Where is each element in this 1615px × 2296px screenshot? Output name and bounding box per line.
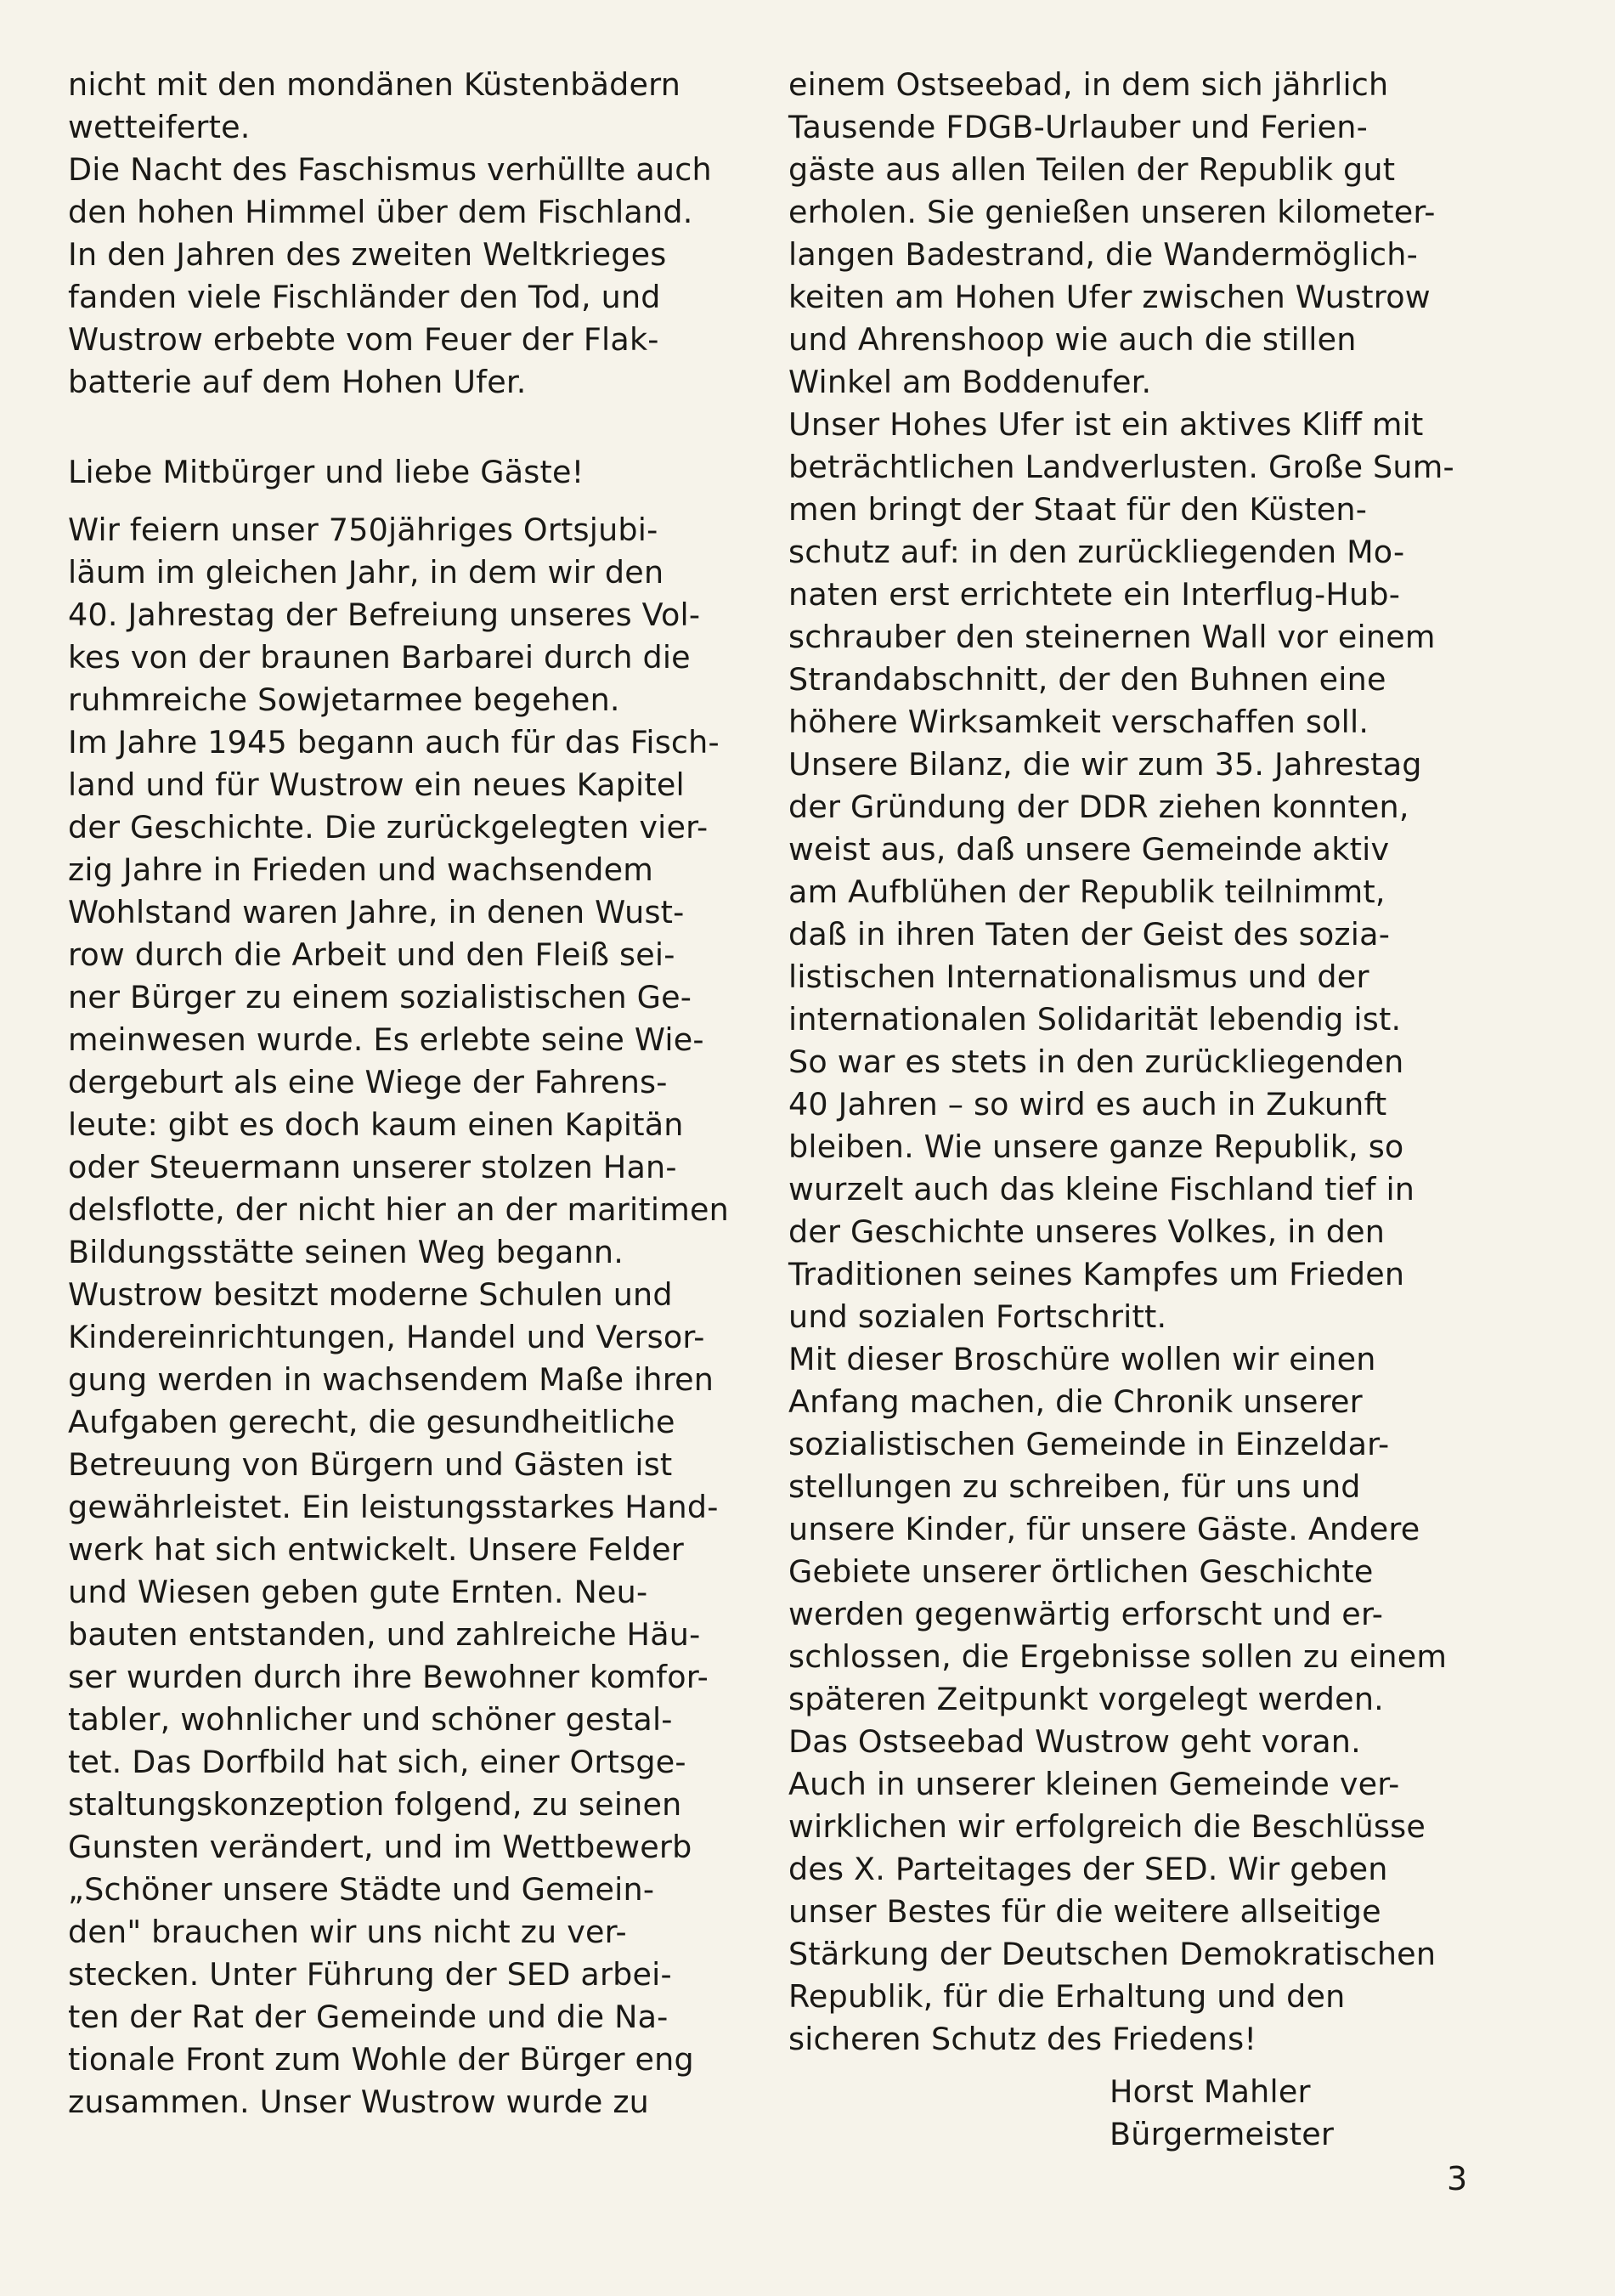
text-line: ten der Rat der Gemeinde und die Na-: [68, 1999, 669, 2035]
text-line: stecken. Unter Führung der SED arbei-: [68, 1956, 672, 1993]
text-line: den hohen Himmel über dem Fischland.: [68, 194, 693, 230]
text-line: „Schöner unsere Städte und Gemein-: [68, 1871, 655, 1908]
text-line: Auch in unserer kleinen Gemeinde ver-: [788, 1766, 1400, 1802]
text-line: internationalen Solidarität lebendig ist.: [788, 1001, 1402, 1038]
text-line: läum im gleichen Jahr, in dem wir den: [68, 554, 664, 591]
text-line: kes von der braunen Barbarei durch die: [68, 639, 691, 676]
text-line: der Geschichte. Die zurückgelegten vier-: [68, 809, 709, 845]
text-line: sozialistischen Gemeinde in Einzeldar-: [788, 1426, 1390, 1462]
text-line: delsflotte, der nicht hier an der maritimen: [68, 1191, 729, 1228]
text-line: oder Steuermann unserer stolzen Han-: [68, 1149, 677, 1185]
text-line: dergeburt als eine Wiege der Fahrens-: [68, 1064, 668, 1100]
text-line: keiten am Hohen Ufer zwischen Wustrow: [788, 279, 1431, 315]
text-line: am Aufblühen der Republik teilnimmt,: [788, 874, 1386, 910]
text-line: weist aus, daß unsere Gemeinde aktiv: [788, 831, 1390, 868]
text-line: In den Jahren des zweiten Weltkrieges: [68, 236, 667, 273]
text-line: Wustrow erbebte vom Feuer der Flak-: [68, 321, 659, 358]
text-line: zusammen. Unser Wustrow wurde zu: [68, 2084, 650, 2120]
text-line: Die Nacht des Faschismus verhüllte auch: [68, 151, 712, 188]
text-line: zig Jahre in Frieden und wachsendem: [68, 851, 654, 888]
text-line: Das Ostseebad Wustrow geht voran.: [788, 1723, 1361, 1760]
text-line: gäste aus allen Teilen der Republik gut: [788, 151, 1396, 188]
text-line: men bringt der Staat für den Küsten-: [788, 491, 1368, 528]
text-line: Anfang machen, die Chronik unserer: [788, 1383, 1363, 1420]
text-line: Unser Hohes Ufer ist ein aktives Kliff mit: [788, 406, 1424, 443]
text-line: Gunsten verändert, und im Wettbewerb: [68, 1829, 692, 1865]
signature-title: Bürgermeister: [1110, 2116, 1335, 2152]
text-line: 40. Jahrestag der Befreiung unseres Vol-: [68, 597, 701, 633]
text-line: der Gründung der DDR ziehen konnten,: [788, 789, 1409, 825]
text-line: beträchtlichen Landverlusten. Große Sum-: [788, 449, 1454, 485]
text-line: schutz auf: in den zurückliegenden Mo-: [788, 534, 1405, 570]
signature-name: Horst Mahler: [1110, 2073, 1311, 2110]
text-line: Traditionen seines Kampfes um Frieden: [788, 1256, 1405, 1292]
text-line: Winkel am Boddenufer.: [788, 364, 1152, 400]
text-line: erholen. Sie genießen unseren kilometer-: [788, 194, 1436, 230]
text-line: Wustrow besitzt moderne Schulen und: [68, 1276, 673, 1313]
text-line: werden gegenwärtig erforscht und er-: [788, 1596, 1384, 1632]
page-number: 3: [1447, 2160, 1468, 2197]
text-line: werk hat sich entwickelt. Unsere Felder: [68, 1531, 684, 1568]
text-line: Wohlstand waren Jahre, in denen Wust-: [68, 894, 685, 930]
text-line: Mit dieser Broschüre wollen wir einen: [788, 1341, 1376, 1377]
text-line: einem Ostseebad, in dem sich jährlich: [788, 66, 1389, 103]
text-line: Strandabschnitt, der den Buhnen eine: [788, 661, 1386, 698]
text-line: ruhmreiche Sowjetarmee begehen.: [68, 681, 620, 718]
text-line: und sozialen Fortschritt.: [788, 1298, 1167, 1335]
text-line: schrauber den steinernen Wall vor einem: [788, 619, 1436, 655]
text-line: tionale Front zum Wohle der Bürger eng: [68, 2041, 694, 2078]
text-line: Kindereinrichtungen, Handel und Versor-: [68, 1319, 705, 1355]
text-line: daß in ihren Taten der Geist des sozia-: [788, 916, 1391, 953]
text-line: ser wurden durch ihre Bewohner komfor-: [68, 1659, 709, 1695]
text-line: meinwesen wurde. Es erlebte seine Wie-: [68, 1021, 704, 1058]
text-line: und Ahrenshoop wie auch die stillen: [788, 321, 1357, 358]
text-line: sicheren Schutz des Friedens!: [788, 2021, 1257, 2057]
text-line: wetteiferte.: [68, 109, 251, 145]
text-line: 40 Jahren – so wird es auch in Zukunft: [788, 1086, 1387, 1123]
text-line: Wir feiern unser 750jähriges Ortsjubi-: [68, 512, 658, 548]
text-line: Stärkung der Deutschen Demokratischen: [788, 1936, 1437, 1972]
text-line: ner Bürger zu einem sozialistischen Ge-: [68, 979, 692, 1015]
text-line: bauten entstanden, und zahlreiche Häu-: [68, 1616, 701, 1653]
text-line: bleiben. Wie unsere ganze Republik, so: [788, 1128, 1404, 1165]
text-line: row durch die Arbeit und den Fleiß sei-: [68, 936, 675, 973]
text-line: leute: gibt es doch kaum einen Kapitän: [68, 1106, 684, 1143]
text-line: Gebiete unserer örtlichen Geschichte: [788, 1553, 1374, 1590]
text-line: land und für Wustrow ein neues Kapitel: [68, 766, 685, 803]
text-line: Republik, für die Erhaltung und den: [788, 1978, 1346, 2015]
text-line: gewährleistet. Ein leistungsstarkes Hand-: [68, 1489, 719, 1525]
text-line: der Geschichte unseres Volkes, in den: [788, 1213, 1386, 1250]
text-line: listischen Internationalismus und der: [788, 959, 1369, 995]
text-line: staltungskonzeption folgend, zu seinen: [68, 1786, 682, 1823]
text-line: So war es stets in den zurückliegenden: [788, 1043, 1404, 1080]
text-line: gung werden in wachsendem Maße ihren: [68, 1361, 714, 1398]
text-line: tet. Das Dorfbild hat sich, einer Ortsge-: [68, 1744, 686, 1780]
text-line: unser Bestes für die weitere allseitige: [788, 1893, 1381, 1930]
text-line: wirklichen wir erfolgreich die Beschlüsse: [788, 1808, 1426, 1845]
text-line: unsere Kinder, für unsere Gäste. Andere: [788, 1511, 1420, 1547]
text-line: batterie auf dem Hohen Ufer.: [68, 364, 527, 400]
text-line: höhere Wirksamkeit verschaffen soll.: [788, 704, 1369, 740]
text-line: Unsere Bilanz, die wir zum 35. Jahrestag: [788, 746, 1422, 783]
text-line: Im Jahre 1945 begann auch für das Fisch-: [68, 724, 720, 761]
text-line: Bildungsstätte seinen Weg begann.: [68, 1234, 624, 1270]
text-line: den" brauchen wir uns nicht zu ver-: [68, 1914, 627, 1950]
text-line: Aufgaben gerecht, die gesundheitliche: [68, 1404, 675, 1440]
text-line: naten erst errichtete ein Interflug-Hub-: [788, 576, 1401, 613]
salutation: Liebe Mitbürger und liebe Gäste!: [68, 454, 584, 490]
text-line: schlossen, die Ergebnisse sollen zu einem: [788, 1638, 1448, 1675]
text-line: fanden viele Fischländer den Tod, und: [68, 279, 661, 315]
text-line: langen Badestrand, die Wandermöglich-: [788, 236, 1418, 273]
text-line: Tausende FDGB-Urlauber und Ferien-: [788, 109, 1368, 145]
text-line: tabler, wohnlicher und schöner gestal-: [68, 1701, 673, 1738]
text-line: wurzelt auch das kleine Fischland tief in: [788, 1171, 1415, 1207]
text-line: des X. Parteitages der SED. Wir geben: [788, 1851, 1388, 1887]
text-line: späteren Zeitpunkt vorgelegt werden.: [788, 1681, 1384, 1717]
text-line: Betreuung von Bürgern und Gästen ist: [68, 1446, 673, 1483]
text-line: nicht mit den mondänen Küstenbädern: [68, 66, 681, 103]
text-line: und Wiesen geben gute Ernten. Neu-: [68, 1574, 648, 1610]
text-line: stellungen zu schreiben, für uns und: [788, 1468, 1361, 1505]
